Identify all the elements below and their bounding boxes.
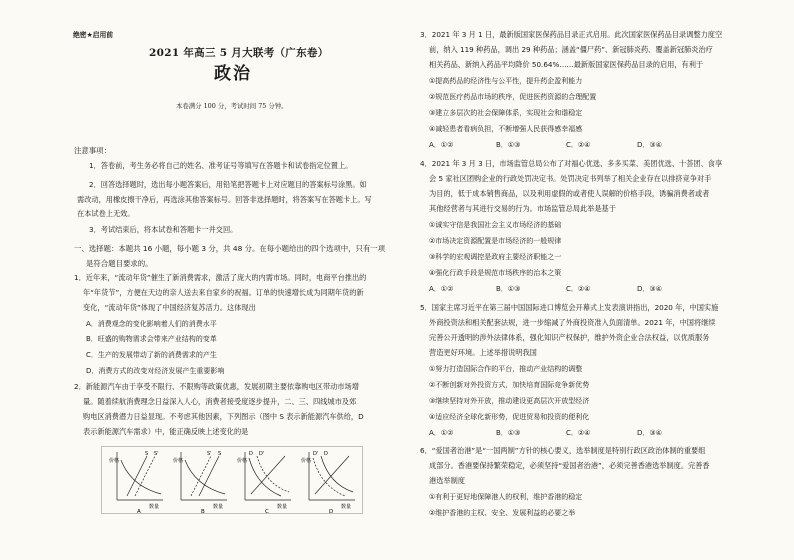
graph-a xyxy=(109,451,163,514)
q1-stem-line2: 年“年货节”，方便在天边的亲人送去来自家乡的祝福。订单的快速增长成为同期年货的新 xyxy=(83,288,364,297)
q4-stem-line3: 为目的，低于成本销售商品，以及利用虚假的或者使人误解的价格手段，诱骗消费者或者 xyxy=(429,189,710,198)
section-heading-line1: 一、选择题：本题共 16 小题，每小题 3 分，共 48 分。在每小题给出的四个选项中，只有一项 xyxy=(74,244,386,253)
graph-d-curve-label-2: D xyxy=(324,451,328,457)
graph-c-curve-label-2: D' xyxy=(259,451,265,457)
q5-option-a: A．①② xyxy=(429,429,454,437)
graph-a-xlabel: 数量 xyxy=(149,504,160,510)
graph-c xyxy=(237,451,291,514)
q3-option-a: A．①② xyxy=(429,141,454,149)
q1-stem-line1: 1．近年来，“流动年货”催生了新消费需求，激活了庞大的内需市场。同时，电商平台推出的 xyxy=(74,273,367,282)
exam-title: 2021 年高三 5 月大联考（广东卷） xyxy=(149,47,329,59)
graph-d-letter: D xyxy=(329,509,334,514)
q5-item-1: ①努力打造国际合作的平台，推动产业结构的调整 xyxy=(429,365,583,373)
q5-stem-line3: 完善公开透明的涉外法律体系，强化知识产权保护，维护外资企业合法权益，以优质服务 xyxy=(429,333,710,342)
q3-option-c: C．②④ xyxy=(566,141,591,149)
q3-item-2: ②规范医疗药品市场的秩序，促进医药资源的合理配置 xyxy=(429,93,597,101)
q3-item-1: ①提高药品的经济性与公平性，提升药企盈利能力 xyxy=(429,77,583,85)
graph-c-curve-2 xyxy=(257,456,289,492)
q4-option-b: B．①③ xyxy=(496,285,521,293)
graph-a-ylabel: 价格 xyxy=(109,458,120,464)
q3-option-b: B．①③ xyxy=(496,141,521,149)
q5-option-c: C．②④ xyxy=(566,429,591,437)
graph-c-curve-label-1: D xyxy=(249,451,253,457)
graph-b xyxy=(173,451,227,514)
graph-b-curve-label-1: S' xyxy=(207,451,212,457)
graph-d-xlabel: 数量 xyxy=(341,504,352,510)
graph-c-xlabel: 数量 xyxy=(277,504,288,510)
graph-b-curve-label-2: S xyxy=(218,451,222,457)
q6-item-1: ①有利于更好地保障港人的权利，维护香港的稳定 xyxy=(429,493,583,501)
q4-option-a: A．①② xyxy=(429,285,454,293)
note-3: 3．考试结束后，将本试卷和答题卡一并交回。 xyxy=(89,225,238,234)
q4-stem-line2: 会 5 家社区团购企业的行政处罚决定书。处罚决定书列举了相关企业存在以排挤竞争对手 xyxy=(429,174,712,183)
graph-d-curve-label-1: D' xyxy=(313,451,319,457)
q6-stem-line1: 6．“爱国者治港”是“一国两制”方针的核心要义，选举制度是特别行政区政治体制的重要组 xyxy=(420,446,706,455)
graph-c-letter: C xyxy=(265,509,269,514)
q3-stem-line1: 3．2021 年 3 月 1 日，最新版国家医保药品目录正式启用。此次国家医保药品目录调整力度空 xyxy=(420,30,723,39)
note-2-line3: 在本试卷上无效。 xyxy=(77,209,135,218)
q5-stem-line4: 营造更好环境。上述举措说明我国 xyxy=(429,348,537,357)
subject-title: 政治 xyxy=(214,64,252,84)
q5-item-4: ④适应经济全球化新形势，促进贸易和投资的便利化 xyxy=(429,413,590,421)
note-2-line2: 需改动，用橡皮擦干净后，再选涂其他答案标号。回答非选择题时，将答案写在答题卡上。写 xyxy=(77,195,372,204)
graph-b-curve-2 xyxy=(199,456,219,496)
graph-d-curve-2 xyxy=(321,456,353,492)
q2-stem-line4: 表示新能源汽车需求）中，能正确反映上述变化的是 xyxy=(83,427,249,436)
q4-stem-line4: 其他经营者与其进行交易的行为。市场监管总局此举是基于 xyxy=(429,204,616,213)
q2-stem-line3: 购电区消费潜力日益显现。不考虑其他因素，下列图示（图中 S 表示新能源汽车供给，D xyxy=(83,412,364,421)
note-2-line1: 2．回答选择题时，选出每小题答案后，用铅笔把答题卡上对应题目的答案标号涂黑。如 xyxy=(89,180,367,189)
graph-a-letter: A xyxy=(137,509,141,514)
notes-heading: 注意事项： xyxy=(74,146,111,155)
q1-option-b: B．旺盛的购物需求会带来产业结构的变革 xyxy=(86,335,217,343)
q1-option-a: A．消费观念的变化影响着人们的消费水平 xyxy=(86,320,217,328)
graph-d xyxy=(301,451,355,514)
graph-b-demand-curve xyxy=(185,460,225,494)
section-heading-line2: 是符合题目要求的。 xyxy=(86,259,153,268)
q5-option-b: B．①③ xyxy=(496,429,521,437)
score-line: 本卷满分 100 分，考试时间 75 分钟。 xyxy=(176,102,288,110)
q4-option-d: D．③④ xyxy=(637,285,662,293)
q1-option-d: D．消费方式的改变对经济发展产生重要影响 xyxy=(86,367,225,375)
graph-b-letter: B xyxy=(201,509,205,514)
graph-b-ylabel: 价格 xyxy=(173,458,184,464)
q2-graphs xyxy=(101,446,363,514)
q4-item-4: ④强化行政手段是规范市场秩序的治本之策 xyxy=(429,269,562,277)
q3-item-4: ④减轻患者看病负担，不断增强人民获得感幸福感 xyxy=(429,125,583,133)
secret-label: 绝密★启用前 xyxy=(73,31,114,39)
note-1: 1．答卷前，考生务必将自己的姓名、准考证号等填写在答题卡和试卷指定位置上。 xyxy=(89,161,353,170)
graph-a-curve-2 xyxy=(135,456,155,496)
graph-a-curve-label-2: S' xyxy=(154,451,159,457)
q6-stem-line3: 港选举制度 xyxy=(429,476,465,485)
q6-item-2: ②维护香港的主权、安全、发展利益的必要之举 xyxy=(429,509,576,517)
q3-stem-line3: 相关药品、新纳入药品平均降价 50.64%……最新版国家医保药品目录的启用，有利于 xyxy=(429,60,704,69)
graph-a-demand-curve xyxy=(121,460,161,494)
q5-option-d: D．③④ xyxy=(637,429,662,437)
q4-item-2: ②市场决定资源配置是市场经济的一般规律 xyxy=(429,237,562,245)
graph-d-ylabel: 价格 xyxy=(301,458,312,464)
graph-a-curve-label-1: S xyxy=(145,451,149,457)
graph-d-curve-1 xyxy=(313,458,345,496)
q5-item-2: ②不断创新对外投资方式，加快培育国际竞争新优势 xyxy=(429,381,590,389)
q4-stem-line1: 4．2021 年 3 月 3 日，市场监管总局公布了对福心优选、多多买菜、美团优选、十荟团、食享 xyxy=(420,159,723,168)
q4-option-c: C．②④ xyxy=(566,285,591,293)
graph-c-curve-1 xyxy=(249,458,281,496)
q2-stem-line2: 量。随着续航消费理念日益深入人心，消费者接受度逐步提升，二、三、四线城市及郊 xyxy=(83,397,357,406)
q3-item-3: ③建立多层次的社会保障体系，实现社会和谐稳定 xyxy=(429,109,583,117)
q5-stem-line2: 外商投资法和相关配套法规，进一步缩减了外商投资准入负面清单。2021 年，中国将继续 xyxy=(429,318,716,327)
q2-stem-line1: 2．新能源汽车由于享受不限行、不限购等政策优惠，发展初期主要依靠购电区带动市场增 xyxy=(74,382,359,391)
q3-option-d: D．③④ xyxy=(637,141,662,149)
graph-b-xlabel: 数量 xyxy=(213,504,224,510)
q1-option-c: C．生产的发展带动了新的消费需求的产生 xyxy=(86,351,217,359)
q4-item-3: ③科学的宏观调控是政府主要经济职能之一 xyxy=(429,253,562,261)
q5-stem-line1: 5．国家主席习近平在第三届中国国际进口博览会开幕式上发表演讲指出，2020 年，中国实施 xyxy=(420,303,719,312)
q3-stem-line2: 前，纳入 119 种药品，调出 29 种药品；涵盖“僵尸药”、新冠肺炎药、覆盖新冠肺炎治疗 xyxy=(429,45,713,54)
q5-item-3: ③继续坚持对外开放，推动建设更高层次开放型经济 xyxy=(429,397,590,405)
q1-stem-line3: 变化，“流动年货”体现了中国经济复苏活力。这体现出 xyxy=(83,303,256,312)
q4-item-1: ①诚实守信是我国社会主义市场经济的基础 xyxy=(429,221,562,229)
q6-stem-line2: 成部分。香港要保持繁荣稳定，必须坚持“爱国者治港”，必须完善香港选举制度。完善香 xyxy=(429,461,710,470)
graph-c-ylabel: 价格 xyxy=(237,458,248,464)
